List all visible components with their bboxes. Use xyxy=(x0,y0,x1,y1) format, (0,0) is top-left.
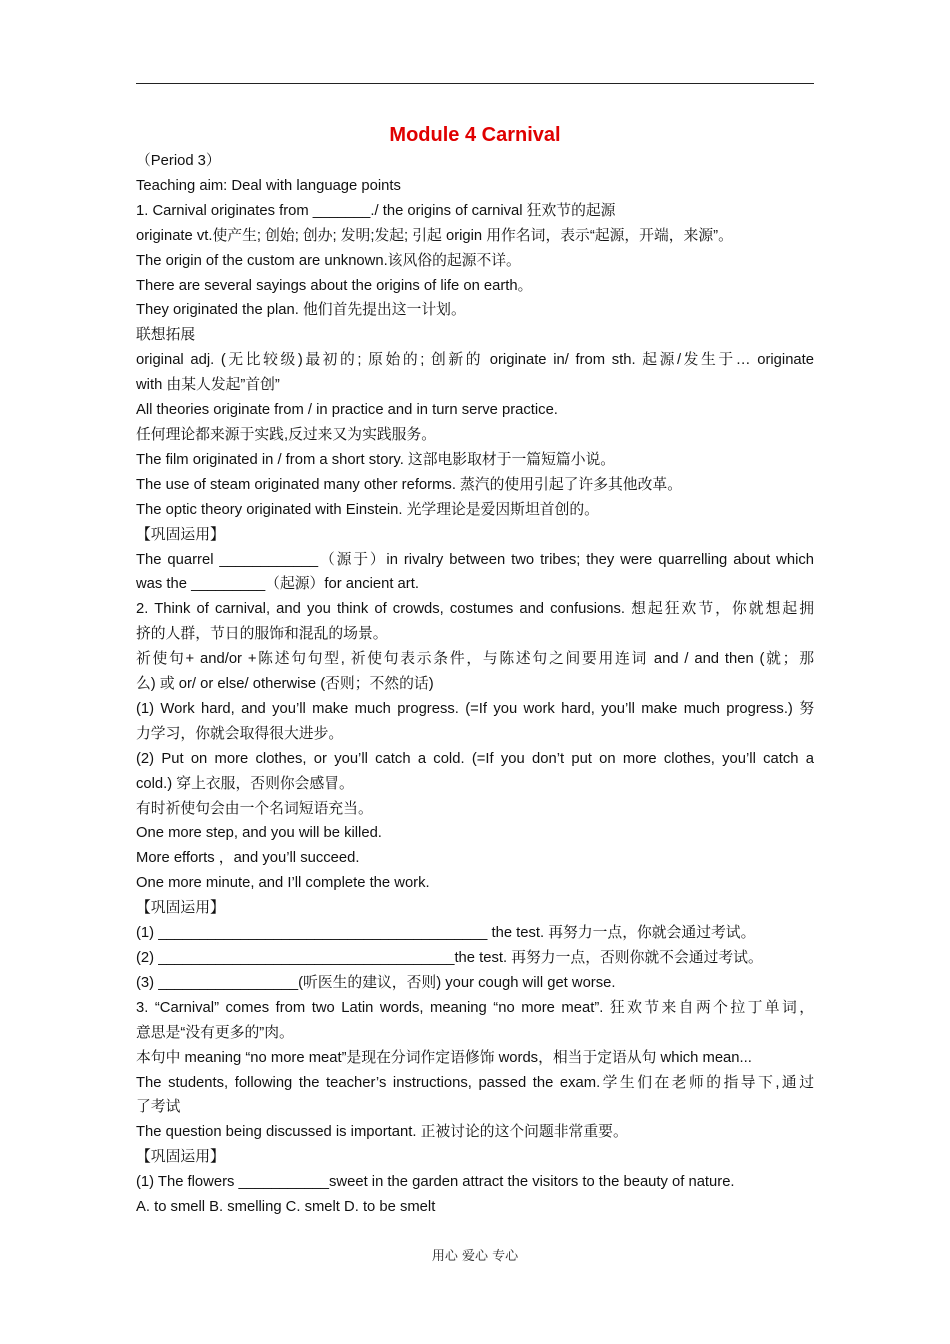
text-line: original adj. (无比较级)最初的; 原始的; 创新的 originate in/ from sth. 起源/发生于… originate xyxy=(136,352,814,369)
text-line: 【巩固运用】 xyxy=(136,1149,225,1166)
text-line: 么) 或 or/ or else/ otherwise (否则；不然的话) xyxy=(136,676,434,693)
text-line: 2. Think of carnival, and you think of crowds, costumes and confusions. 想起狂欢节，你就想起拥 xyxy=(136,601,814,618)
text-line: 本句中 meaning “no more meat”是现在分词作定语修饰 words，相当于定语从句 which mean... xyxy=(136,1049,752,1066)
text-line: They originated the plan. 他们首先提出这一计划。 xyxy=(136,302,466,319)
page-title: Module 4 Carnival xyxy=(389,124,561,146)
text-line: Teaching aim: Deal with language points xyxy=(136,177,401,194)
text-line: The question being discussed is important. 正被讨论的这个问题非常重要。 xyxy=(136,1124,628,1141)
text-line: 1. Carnival originates from _______./ the origins of carnival 狂欢节的起源 xyxy=(136,202,616,219)
text-line: 任何理论都来源于实践,反过来又为实践服务。 xyxy=(136,426,437,443)
text-line: A. to smell B. smelling C. smelt D. to be smelt xyxy=(136,1199,436,1216)
text-line: 有时祈使句会由一个名词短语充当。 xyxy=(136,800,373,817)
text-line: (2) Put on more clothes, or you’ll catch a cold. (=If you don’t put on more clothes, you’ll catch a xyxy=(136,750,814,767)
text-line: 【巩固运用】 xyxy=(136,526,225,543)
text-line: 祈使句+ and/or +陈述句句型, 祈使句表示条件，与陈述句之间要用连词 and / and then (就；那 xyxy=(136,651,814,668)
text-line: All theories originate from / in practice and in turn serve practice. xyxy=(136,402,558,419)
text-line: 力学习，你就会取得很大进步。 xyxy=(136,725,344,742)
header-rule xyxy=(136,83,814,84)
text-line: 联想拓展 xyxy=(136,327,196,344)
text-line: (2) ____________________________________the test. 再努力一点，否则你就不会通过考试。 xyxy=(136,950,763,966)
text-line: There are several sayings about the origins of life on earth。 xyxy=(136,277,533,294)
text-line: (1) The flowers ___________sweet in the garden attract the visitors to the beauty of nature. xyxy=(136,1174,735,1191)
text-line: with 由某人发起”首创” xyxy=(136,377,280,394)
text-line: The students, following the teacher’s instructions, passed the exam.学生们在老师的指导下,通过 xyxy=(136,1074,814,1091)
text-line: originate vt.使产生; 创始; 创办; 发明;发起; 引起 origin 用作名词，表示“起源，开端，来源”。 xyxy=(136,227,733,244)
text-line: The quarrel ____________（源于）in rivalry between two tribes; they were quarrelling about which xyxy=(136,551,814,568)
document-body xyxy=(136,149,814,1220)
text-line: The use of steam originated many other reforms. 蒸汽的使用引起了许多其他改革。 xyxy=(136,476,682,493)
text-line: The origin of the custom are unknown.该风俗的起源不详。 xyxy=(136,252,521,269)
page-footer: 用心 爱心 专心 xyxy=(431,1249,519,1264)
text-line: cold.) 穿上衣服，否则你会感冒。 xyxy=(136,775,354,792)
text-line: 了考试 xyxy=(136,1099,181,1116)
text-line: The optic theory originated with Einstein. 光学理论是爱因斯坦首创的。 xyxy=(136,501,599,518)
text-line: was the _________（起源）for ancient art. xyxy=(136,576,419,593)
text-line: More efforts ，and you’ll succeed. xyxy=(136,850,360,867)
text-line: 【巩固运用】 xyxy=(136,900,225,917)
text-line: The film originated in / from a short story. 这部电影取材于一篇短篇小说。 xyxy=(136,451,616,468)
text-line: One more minute, and I’ll complete the work. xyxy=(136,875,430,892)
text-line: 3. “Carnival” comes from two Latin words, meaning “no more meat”. 狂欢节来自两个拉丁单词， xyxy=(136,999,814,1016)
text-line: 意思是“没有更多的”肉。 xyxy=(136,1024,294,1041)
text-line: 挤的人群，节日的服饰和混乱的场景。 xyxy=(136,626,388,643)
text-line: （Period 3） xyxy=(136,153,221,169)
text-line: (1) Work hard, and you’ll make much progress. (=If you work hard, you’ll make much progress.) 努 xyxy=(136,700,814,717)
text-line: (3) _________________(听医生的建议，否则) your cough will get worse. xyxy=(136,974,616,991)
text-line: (1) ________________________________________ the test. 再努力一点，你就会通过考试。 xyxy=(136,925,756,942)
text-line: One more step, and you will be killed. xyxy=(136,825,382,842)
